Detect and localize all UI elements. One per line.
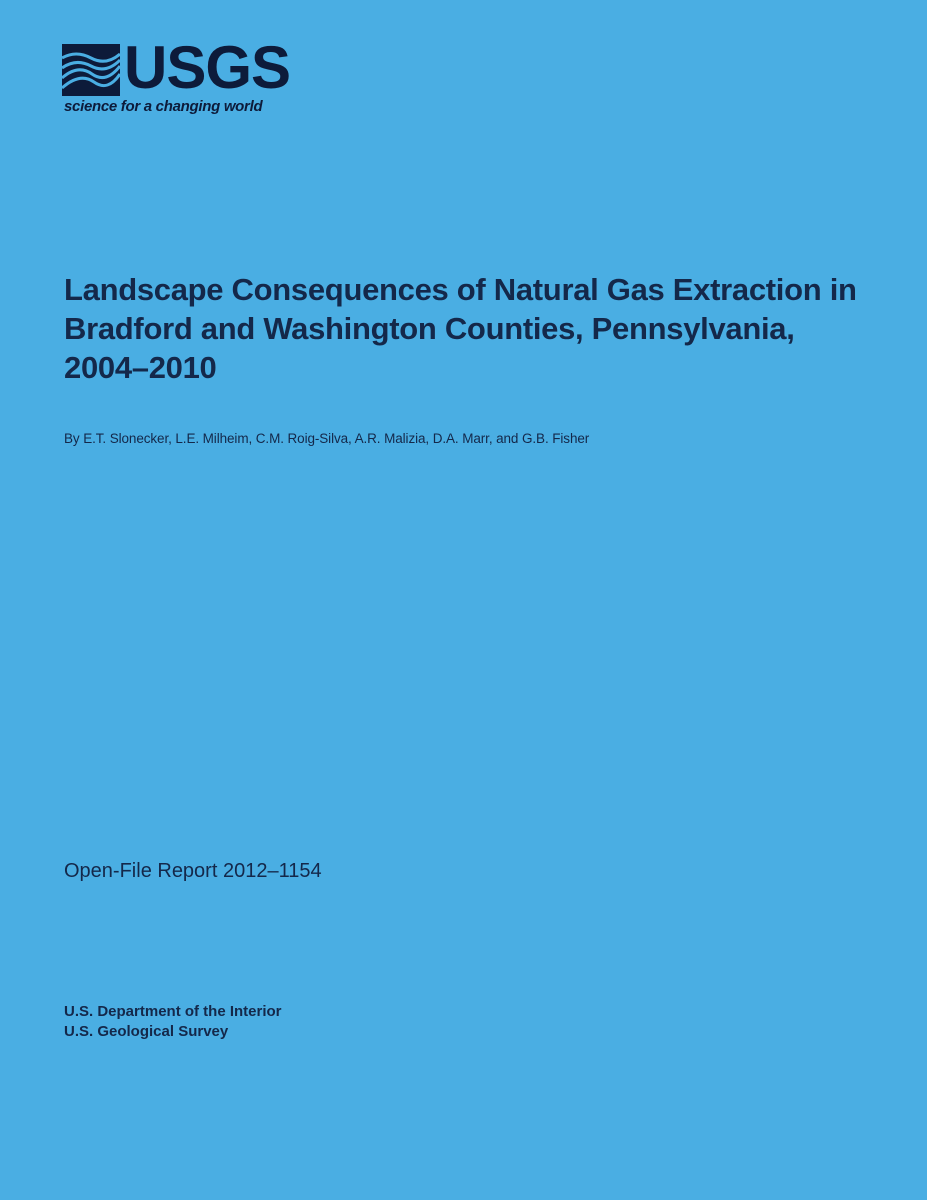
logo-wordmark: USGS bbox=[124, 34, 291, 101]
title-line-2: Bradford and Washington Counties, Pennsylvania, bbox=[64, 311, 795, 346]
usgs-logo bbox=[62, 34, 302, 120]
department-line-2: U.S. Geological Survey bbox=[64, 1023, 229, 1040]
report-number: Open-File Report 2012–1154 bbox=[64, 860, 322, 882]
title-line-1: Landscape Consequences of Natural Gas Extraction in bbox=[64, 272, 857, 307]
department-line-1: U.S. Department of the Interior bbox=[64, 1003, 282, 1020]
authors-line: By E.T. Slonecker, L.E. Milheim, C.M. Roig-Silva, A.R. Malizia, D.A. Marr, and G.B. Fisher bbox=[64, 431, 590, 446]
title-line-3: 2004–2010 bbox=[64, 350, 217, 385]
usgs-wave-icon bbox=[62, 44, 120, 96]
department-block bbox=[64, 1002, 282, 1042]
logo-tagline: science for a changing world bbox=[64, 98, 263, 115]
report-title bbox=[64, 270, 884, 387]
